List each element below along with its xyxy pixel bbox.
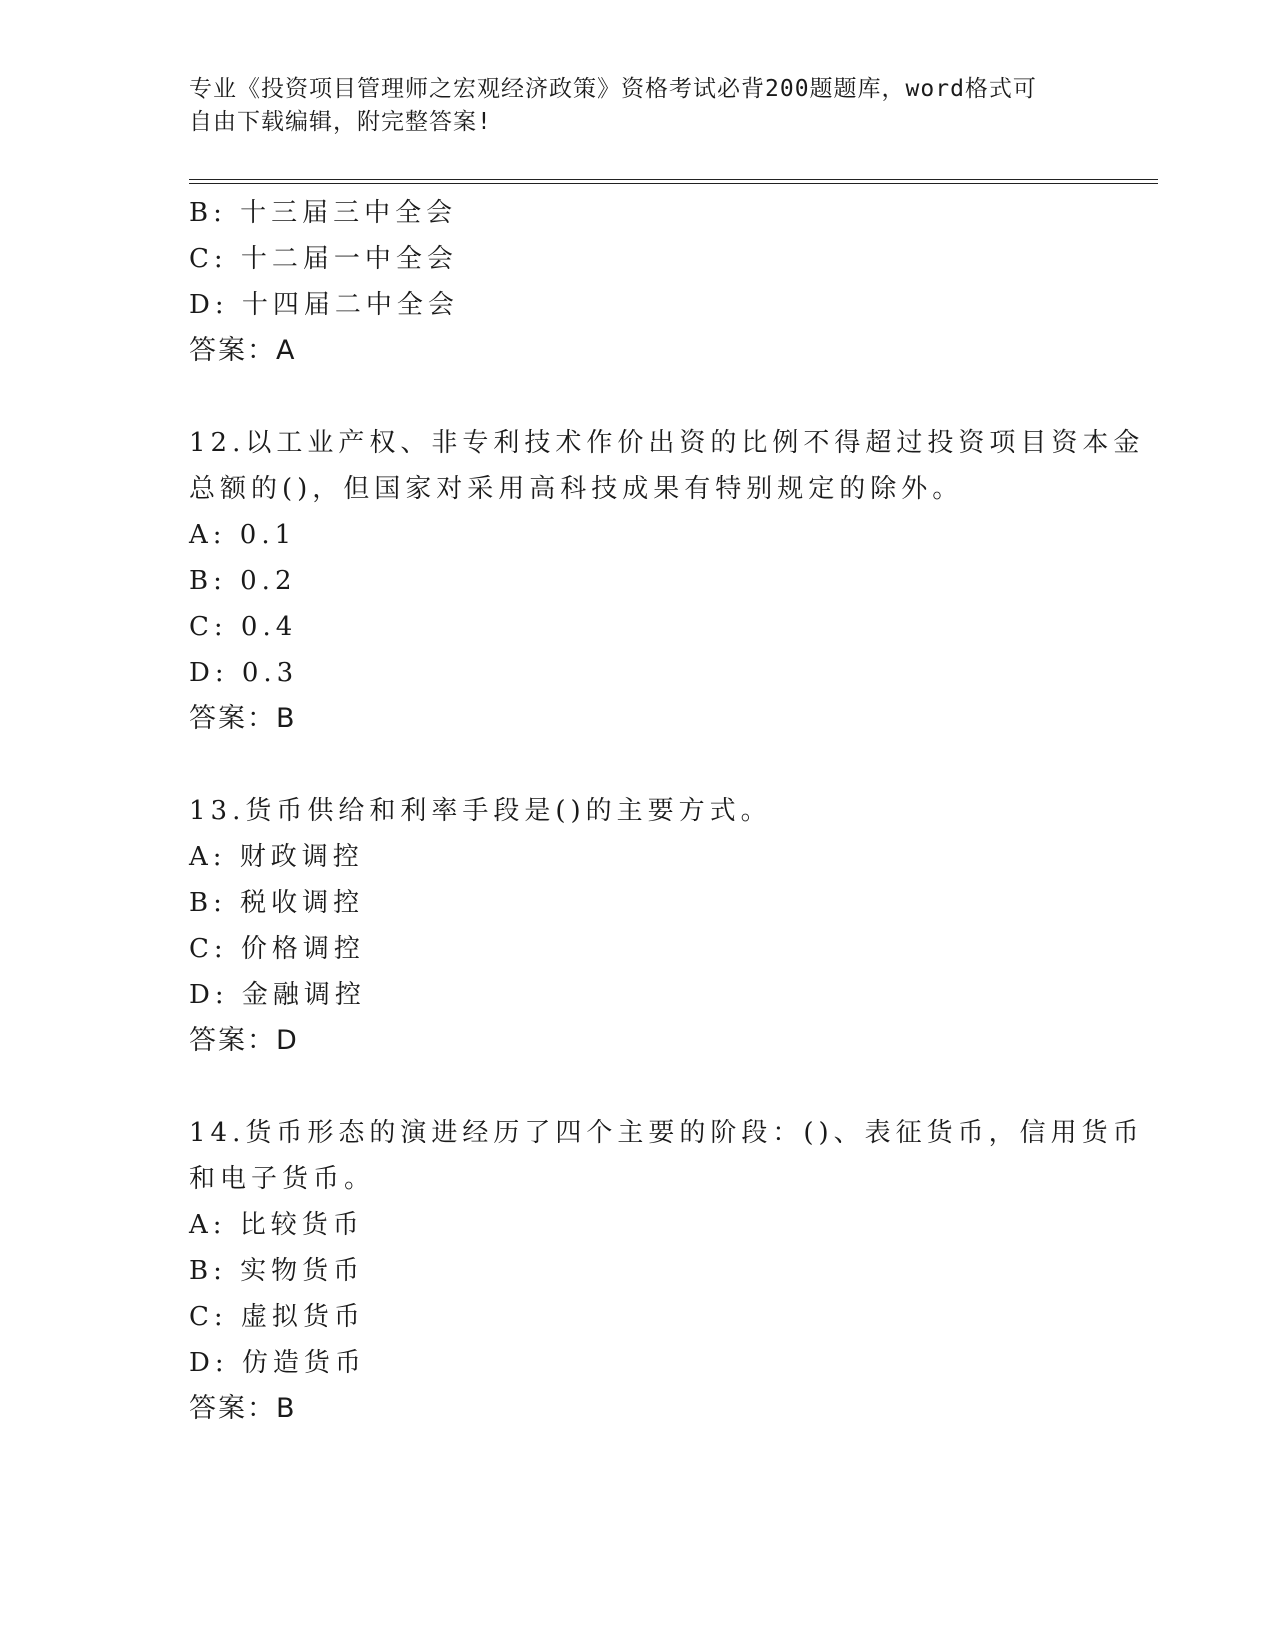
question-13 <box>189 788 1089 1064</box>
question-stem-line-1: 13.货币供给和利率手段是()的主要方式。 <box>189 796 772 826</box>
document-header <box>189 73 1089 139</box>
option-c: C: 0.4 <box>189 612 298 642</box>
option-d: D: 金融调控 <box>189 980 366 1010</box>
question-stem-line-2: 总额的()，但国家对采用高科技成果有特别规定的除外。 <box>189 474 964 504</box>
option-a: A: 0.1 <box>189 520 297 550</box>
answer: 答案：B <box>189 1393 297 1424</box>
option-c: C: 价格调控 <box>189 934 365 964</box>
answer: 答案：B <box>189 703 297 734</box>
header-line-1: 专业《投资项目管理师之宏观经济政策》资格考试必背200题题库，word格式可 <box>189 76 1037 102</box>
answer: 答案：A <box>189 335 297 366</box>
question-stem-line-2: 和电子货币。 <box>189 1164 376 1194</box>
question-14 <box>189 1110 1144 1432</box>
option-c: C: 十二届一中全会 <box>189 244 458 274</box>
question-12 <box>189 420 1145 742</box>
header-divider-bottom <box>189 183 1158 184</box>
header-line-2: 自由下载编辑，附完整答案! <box>189 109 492 135</box>
spacer <box>189 1064 1089 1110</box>
option-c: C: 虚拟货币 <box>189 1302 365 1332</box>
option-b: B: 十三届三中全会 <box>189 198 458 228</box>
question-stem-line-1: 12.以工业产权、非专利技术作价出资的比例不得超过投资项目资本金 <box>189 428 1145 458</box>
option-a: A: 财政调控 <box>189 842 364 872</box>
option-b: B: 税收调控 <box>189 888 365 918</box>
question-list <box>189 190 1145 1432</box>
option-b: B: 0.2 <box>189 566 297 596</box>
option-d: D: 0.3 <box>189 658 299 688</box>
answer: 答案：D <box>189 1025 299 1056</box>
option-d: D: 十四届二中全会 <box>189 290 459 320</box>
question-stem-line-1: 14.货币形态的演进经历了四个主要的阶段：()、表征货币，信用货币 <box>189 1118 1144 1148</box>
header-divider-top <box>189 179 1158 180</box>
option-b: B: 实物货币 <box>189 1256 365 1286</box>
spacer <box>189 374 1089 420</box>
option-a: A: 比较货币 <box>189 1210 364 1240</box>
option-d: D: 仿造货币 <box>189 1348 366 1378</box>
question-11 <box>189 190 1089 374</box>
spacer <box>189 742 1089 788</box>
